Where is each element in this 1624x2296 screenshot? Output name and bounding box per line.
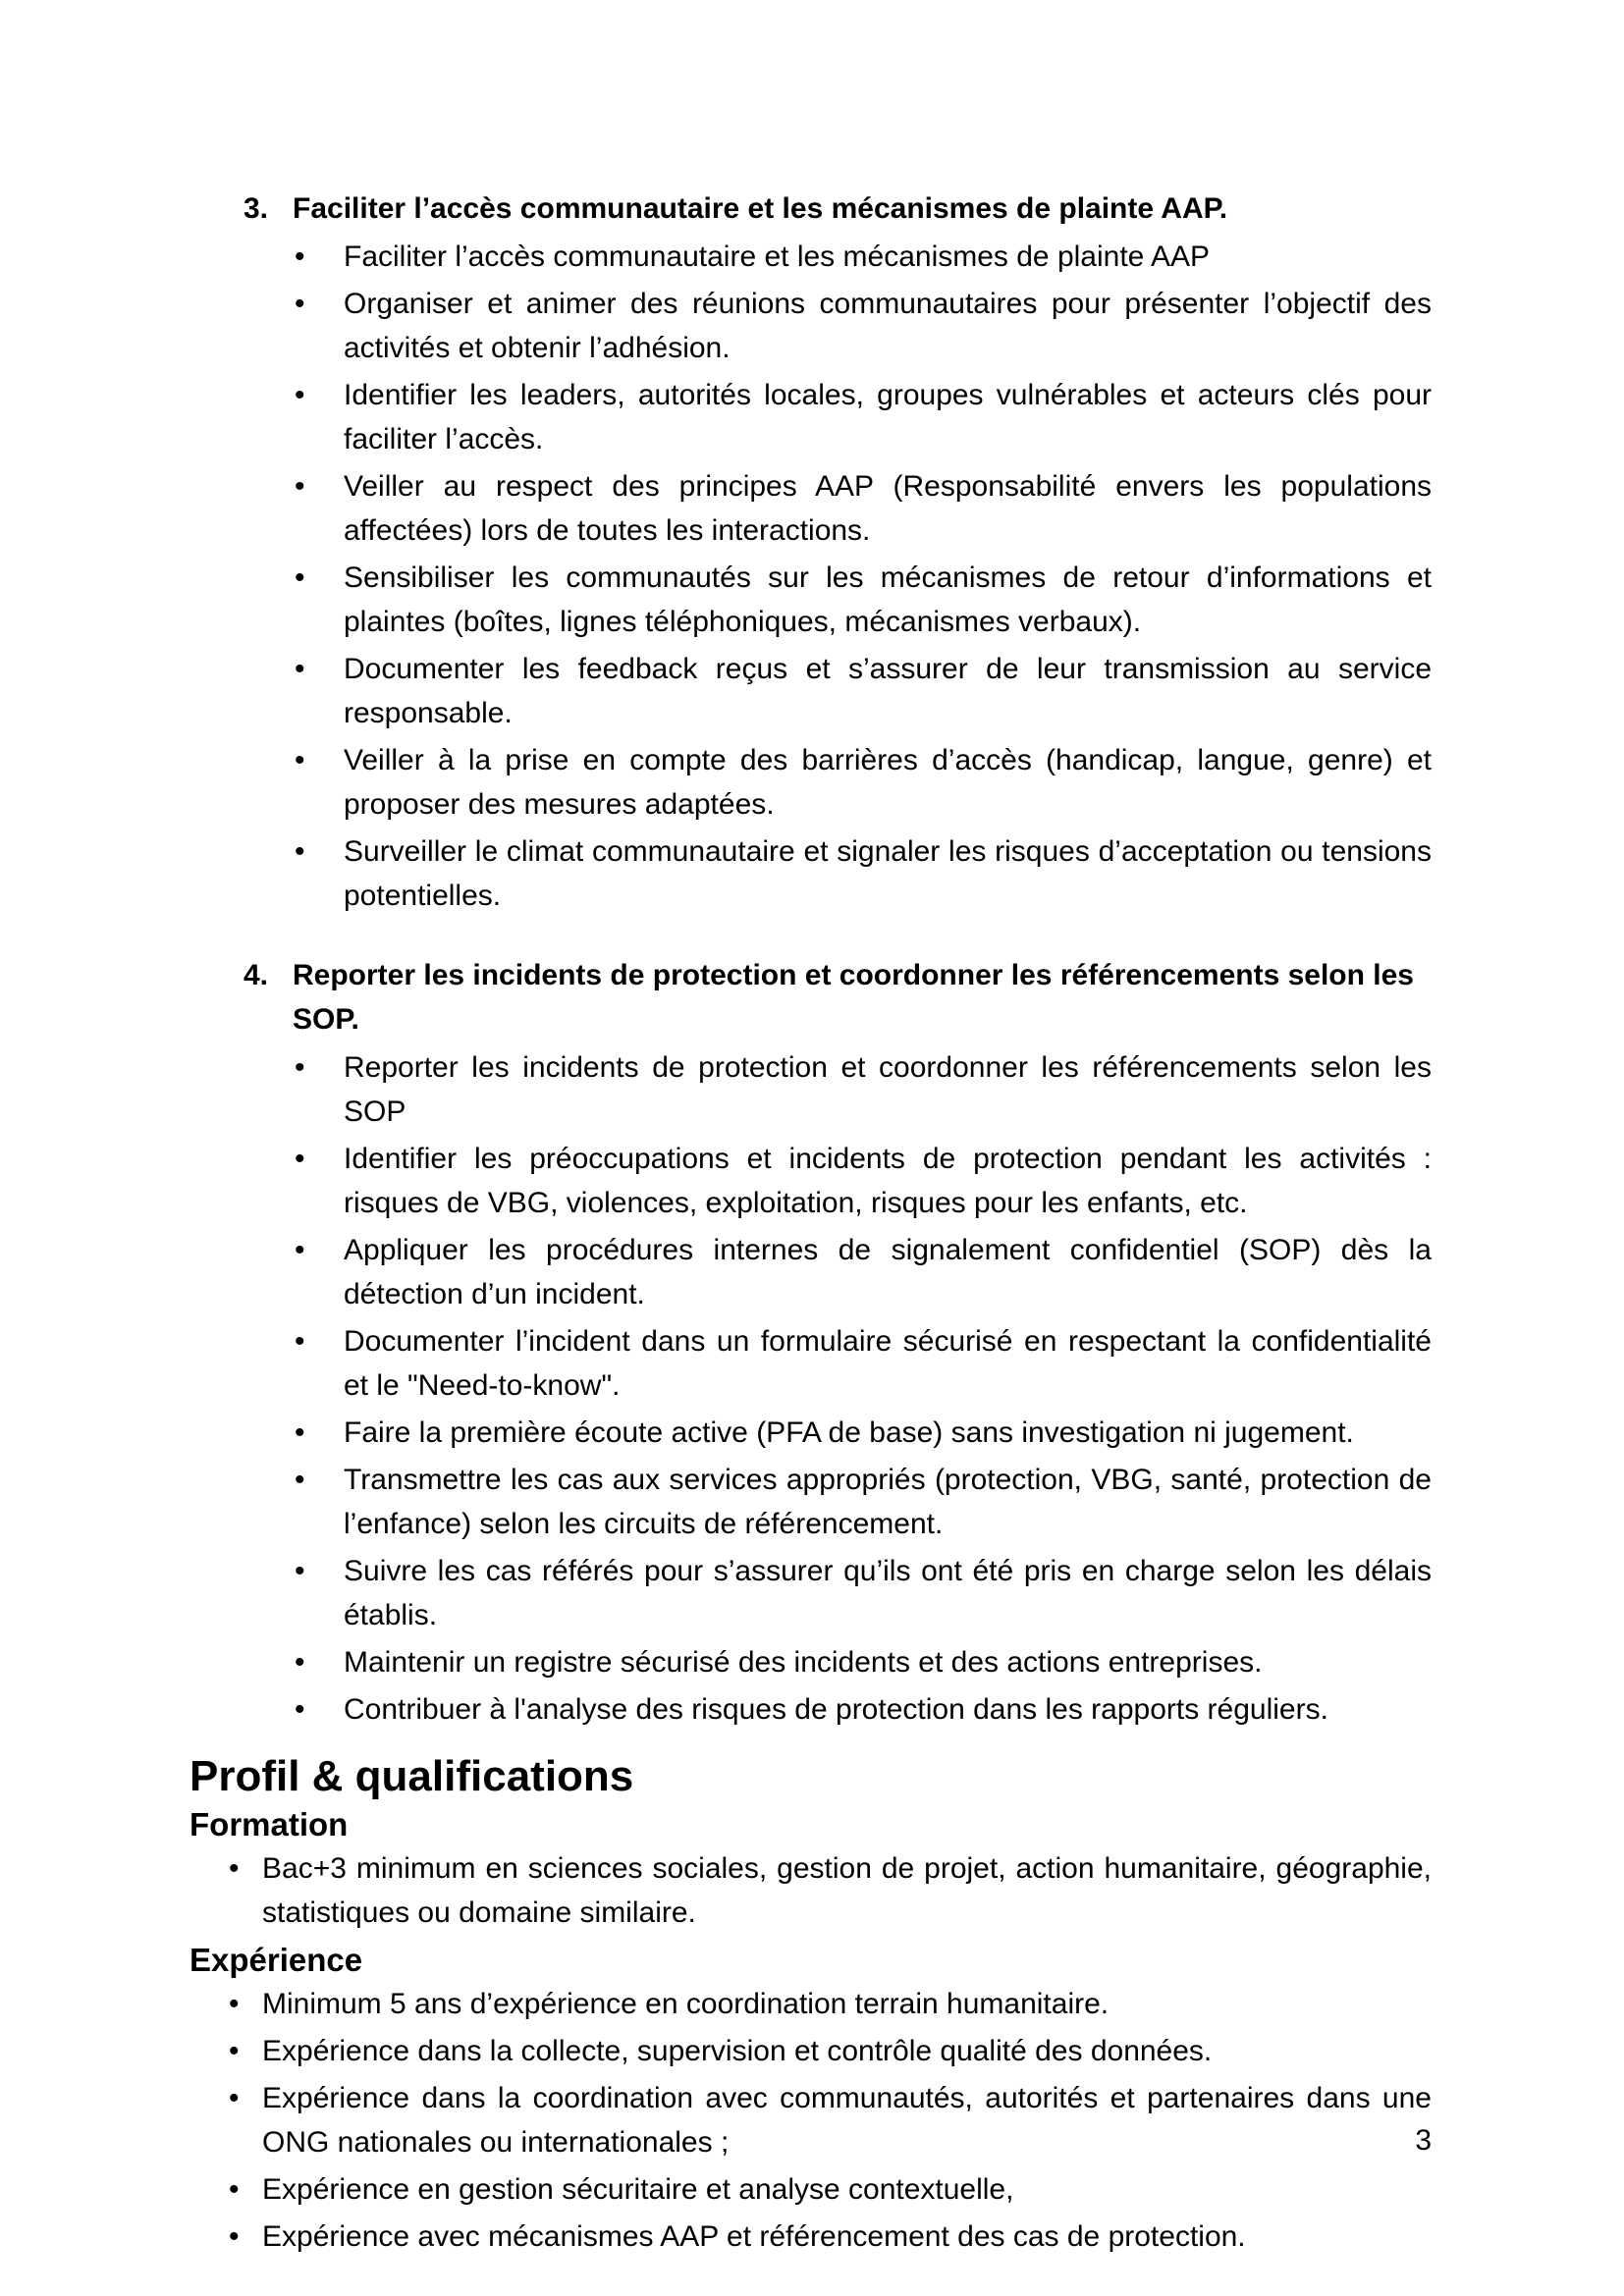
bullet-icon: •: [229, 2082, 240, 2114]
bullet-icon: •: [295, 379, 305, 411]
page-number: 3: [1415, 2124, 1432, 2157]
list-item-text: Bac+3 minimum en sciences sociales, gestion de projet, action humanitaire, géographie, statistiques ou domaine similaire.: [262, 1852, 1432, 1929]
bullet-icon: •: [229, 1988, 240, 2020]
list-item-text: Contribuer à l'analyse des risques de protection dans les rapports réguliers.: [344, 1693, 1328, 1726]
list-item-text: Reporter les incidents de protection et coordonner les référencements selon les SOP: [344, 1051, 1432, 1128]
list-item: [189, 282, 1432, 370]
list-item: [189, 1045, 1432, 1134]
list-item: [189, 373, 1432, 461]
list-item-text: Veiller au respect des principes AAP (Responsabilité envers les populations affectées) lors de toutes les interactions.: [344, 470, 1432, 547]
list-item-text: Transmettre les cas aux services appropriés (protection, VBG, santé, protection de l’enfance) selon les circuits de référencement.: [344, 1464, 1432, 1540]
list-item-text: Expérience dans la coordination avec communautés, autorités et partenaires dans une ONG nationales ou internationales ;: [262, 2082, 1432, 2159]
bullet-icon: •: [229, 2220, 240, 2253]
section-4-list: [189, 1045, 1432, 1732]
list-item: [189, 235, 1432, 279]
list-item-text: Faire la première écoute active (PFA de base) sans investigation ni jugement.: [344, 1416, 1354, 1449]
list-item: [189, 2029, 1432, 2073]
bullet-icon: •: [295, 1464, 305, 1496]
bullet-icon: •: [295, 240, 305, 273]
list-item: [189, 1319, 1432, 1408]
bullet-icon: •: [295, 1325, 305, 1358]
list-item: [189, 1687, 1432, 1732]
bullet-icon: •: [295, 653, 305, 685]
list-item-text: Surveiller le climat communautaire et signaler les risques d’acceptation ou tensions potentielles.: [344, 835, 1432, 912]
list-item-text: Maintenir un registre sécurisé des incidents et des actions entreprises.: [344, 1646, 1263, 1679]
list-item: [189, 1411, 1432, 1455]
section-4-heading: [189, 953, 1432, 1041]
bullet-icon: •: [229, 1852, 240, 1885]
list-item: [189, 556, 1432, 644]
list-item: [189, 1549, 1432, 1637]
list-item: [189, 829, 1432, 918]
list-item: [189, 1846, 1432, 1935]
formation-heading: Formation: [189, 1806, 349, 1842]
list-item-text: Expérience avec mécanismes AAP et référencement des cas de protection.: [262, 2220, 1246, 2253]
list-item: [189, 1228, 1432, 1316]
list-item: [189, 738, 1432, 827]
bullet-icon: •: [295, 288, 305, 320]
list-item-text: Faciliter l’accès communautaire et les mécanismes de plainte AAP: [344, 240, 1211, 273]
bullet-icon: •: [295, 744, 305, 776]
formation-list: [189, 1846, 1432, 1935]
list-item: [189, 1640, 1432, 1684]
list-item-text: Identifier les leaders, autorités locales, groupes vulnérables et acteurs clés pour faciliter l’accès.: [344, 379, 1432, 455]
list-item-text: Veiller à la prise en compte des barrières d’accès (handicap, langue, genre) et proposer des mesures adaptées.: [344, 744, 1432, 821]
list-item: [189, 464, 1432, 553]
bullet-icon: •: [229, 2035, 240, 2067]
bullet-icon: •: [295, 1693, 305, 1726]
section-3-list: [189, 235, 1432, 918]
bullet-icon: •: [295, 561, 305, 594]
section-4-title: Reporter les incidents de protection et coordonner les référencements selon les SOP.: [293, 959, 1414, 1036]
list-item-text: Minimum 5 ans d’expérience en coordination terrain humanitaire.: [262, 1988, 1110, 2020]
list-item-text: Expérience en gestion sécuritaire et analyse contextuelle,: [262, 2173, 1014, 2206]
section-3-number: 3.: [244, 192, 269, 225]
list-item-text: Documenter l’incident dans un formulaire sécurisé en respectant la confidentialité et le "Need-to-know".: [344, 1325, 1432, 1402]
section-3-heading: [189, 187, 1432, 231]
list-item-text: Expérience dans la collecte, supervision et contrôle qualité des données.: [262, 2035, 1213, 2067]
bullet-icon: •: [295, 1143, 305, 1175]
list-item: [189, 647, 1432, 735]
list-item-text: Sensibiliser les communautés sur les mécanismes de retour d’informations et plaintes (boîtes, lignes téléphoniques, mécanismes verbaux).: [344, 561, 1432, 638]
list-item-text: Suivre les cas référés pour s’assurer qu’ils ont été pris en charge selon les délais établis.: [344, 1555, 1432, 1631]
page-content: [189, 187, 1432, 2262]
bullet-icon: •: [295, 1234, 305, 1266]
list-item-text: Identifier les préoccupations et incidents de protection pendant les activités : risques de VBG, violences, exploitation, risques pour les enfants, etc.: [344, 1143, 1432, 1219]
experience-heading: Expérience: [189, 1942, 363, 1978]
bullet-icon: •: [295, 1416, 305, 1449]
list-item: [189, 2215, 1432, 2259]
bullet-icon: •: [295, 470, 305, 503]
list-item: [189, 2167, 1432, 2212]
bullet-icon: •: [295, 1555, 305, 1587]
section-4-number: 4.: [244, 959, 269, 991]
section-3-title: Faciliter l’accès communautaire et les mécanismes de plainte AAP.: [293, 192, 1228, 225]
list-item-text: Documenter les feedback reçus et s’assurer de leur transmission au service responsable.: [344, 653, 1432, 729]
list-item: [189, 1458, 1432, 1546]
list-item-text: Organiser et animer des réunions communautaires pour présenter l’objectif des activités et obtenir l’adhésion.: [344, 288, 1432, 364]
bullet-icon: •: [229, 2173, 240, 2206]
list-item-text: Appliquer les procédures internes de signalement confidentiel (SOP) dès la détection d’un incident.: [344, 1234, 1432, 1310]
profil-qualifications-heading: Profil & qualifications: [189, 1752, 634, 1800]
bullet-icon: •: [295, 1646, 305, 1679]
list-item: [189, 1137, 1432, 1225]
list-item: [189, 1982, 1432, 2026]
bullet-icon: •: [295, 1051, 305, 1084]
bullet-icon: •: [295, 835, 305, 868]
